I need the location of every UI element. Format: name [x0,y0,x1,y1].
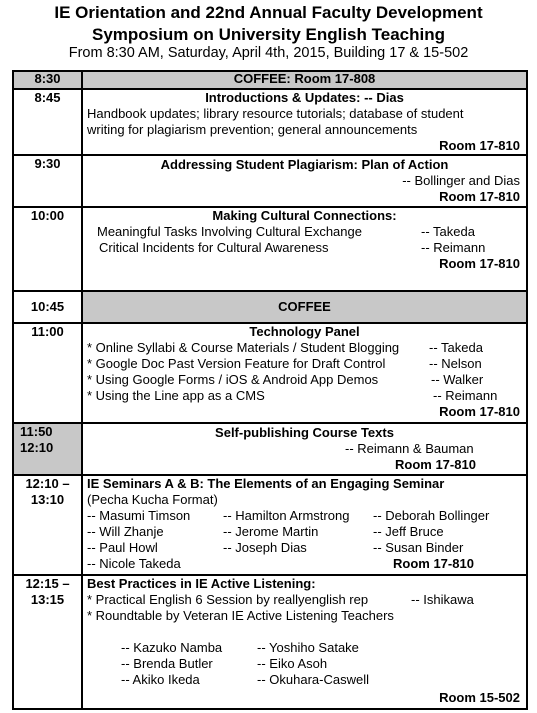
document-header [0,0,537,62]
schedule-row-1100 [13,323,527,423]
presenter-name: -- Brenda Butler [121,656,213,671]
item-text: * Google Doc Past Version Feature for Draft Control [87,356,386,371]
room-label: Room 17-810 [439,404,520,419]
time-cell [13,423,82,475]
presenter-name: -- Reimann & Bauman [345,441,474,456]
room-label: Room 17-810 [393,556,474,571]
presenter-name: -- Ishikawa [411,592,474,607]
schedule-row-0845 [13,89,527,155]
session-presenters [83,441,526,457]
time-cell: 8:45 [13,89,82,155]
presenter-name: -- Masumi Timson [87,508,191,523]
room-label: Room 17-810 [439,138,520,153]
session-item: * Roundtable by Veteran IE Active Listening Teachers [87,608,394,623]
time-end: 13:10 [30,492,65,507]
session-description: Handbook updates; library resource tutorials; database of student [87,106,464,121]
time-cell: 9:30 [13,155,82,207]
presenter-name: -- Takeda [421,224,475,239]
session-format: (Pecha Kucha Format) [87,492,218,507]
presenter-name: -- Jerome Martin [223,524,319,539]
document-title-line1: IE Orientation and 22nd Annual Faculty Development [54,3,483,22]
session-item [83,356,526,372]
item-text: * Using the Line app as a CMS [87,388,265,403]
schedule-row-0930 [13,155,527,207]
time-end: 13:15 [30,592,65,607]
session-title: Making Cultural Connections: [212,208,397,223]
presenter-row [83,540,526,556]
session-item [83,340,526,356]
session-cell [82,155,527,207]
session-description: writing for plagiarism prevention; general announcements [87,122,418,137]
session-cell [82,575,527,709]
presenter-name: -- Nicole Takeda [87,556,181,571]
session-title: Self-publishing Course Texts [215,425,394,440]
schedule-row-1210 [13,475,527,575]
presenter-name: -- Reimann [421,240,486,255]
room-label: Room 17-810 [395,457,476,472]
presenter-name: -- Kazuko Namba [121,640,223,655]
spacer [83,624,526,640]
schedule-row-1150 [13,423,527,475]
presenter-name: -- Deborah Bollinger [373,508,490,523]
presenter-name: -- Reimann [433,388,498,403]
presenter-name: -- Akiko Ikeda [121,672,200,687]
item-text: Critical Incidents for Cultural Awareness [99,240,329,255]
presenter-name: -- Okuhara-Caswell [257,672,369,687]
presenter-name: -- Bollinger and Dias [402,173,520,188]
presenter-name: -- Eiko Asoh [257,656,328,671]
item-text: Meaningful Tasks Involving Cultural Exchange [97,224,362,239]
presenter-name: -- Susan Binder [373,540,464,555]
session-item [83,592,526,608]
schedule-row-0830 [13,71,527,89]
presenter-row [83,524,526,540]
time-cell [13,475,82,575]
session-title: COFFEE [82,291,527,323]
presenter-row [83,656,526,672]
session-title: Technology Panel [249,324,360,339]
time-cell: 11:00 [13,323,82,423]
presenter-name: -- Hamilton Armstrong [223,508,350,523]
room-label: Room 17-810 [439,256,520,271]
session-title: IE Seminars A & B: The Elements of an Engaging Seminar [87,476,445,491]
schedule-row-1045 [13,291,527,323]
schedule-row-1000 [13,207,527,291]
presenter-name: -- Jeff Bruce [373,524,444,539]
item-text: * Online Syllabi & Course Materials / Student Blogging [87,340,400,355]
session-cell [82,475,527,575]
presenter-name: -- Joseph Dias [223,540,307,555]
session-cell [82,207,527,291]
session-cell [82,89,527,155]
session-title: Best Practices in IE Active Listening: [87,576,316,591]
session-item [83,372,526,388]
session-room [83,457,526,473]
presenter-name: -- Paul Howl [87,540,158,555]
presenter-row [83,508,526,524]
presenter-name: -- Will Zhanje [87,524,164,539]
schedule-row-1215 [13,575,527,709]
time-end: 12:10 [20,440,54,455]
document-subtitle: From 8:30 AM, Saturday, April 4th, 2015, Building 17 & 15-502 [68,45,469,61]
presenter-name: -- Walker [431,372,484,387]
room-label: Room 15-502 [439,690,520,705]
item-text: * Using Google Forms / iOS & Android App Demos [87,372,379,387]
presenter-row [83,672,526,688]
presenter-name: -- Nelson [429,356,482,371]
time-start: 12:10 – [25,476,70,491]
room-label: Room 17-810 [439,189,520,204]
session-title: COFFEE: Room 17-808 [82,71,527,89]
item-text: * Practical English 6 Session by reallyenglish rep [87,592,369,607]
session-title: Addressing Student Plagiarism: Plan of Action [160,157,449,172]
time-cell: 8:30 [13,71,82,89]
time-start: 12:15 – [25,576,70,591]
time-cell [13,575,82,709]
schedule-table [12,70,528,710]
time-cell: 10:00 [13,207,82,291]
session-item [83,224,526,240]
presenter-row [83,640,526,656]
presenter-name: -- Yoshiho Satake [257,640,359,655]
presenter-name: -- Takeda [429,340,483,355]
time-start: 11:50 [20,424,53,439]
session-cell [82,323,527,423]
presenter-row [83,556,526,572]
session-cell [82,423,527,475]
session-item [83,240,526,256]
document-title-line2: Symposium on University English Teaching [92,25,445,44]
session-title: Introductions & Updates: -- Dias [205,90,404,105]
session-item [83,388,526,404]
time-cell: 10:45 [13,291,82,323]
